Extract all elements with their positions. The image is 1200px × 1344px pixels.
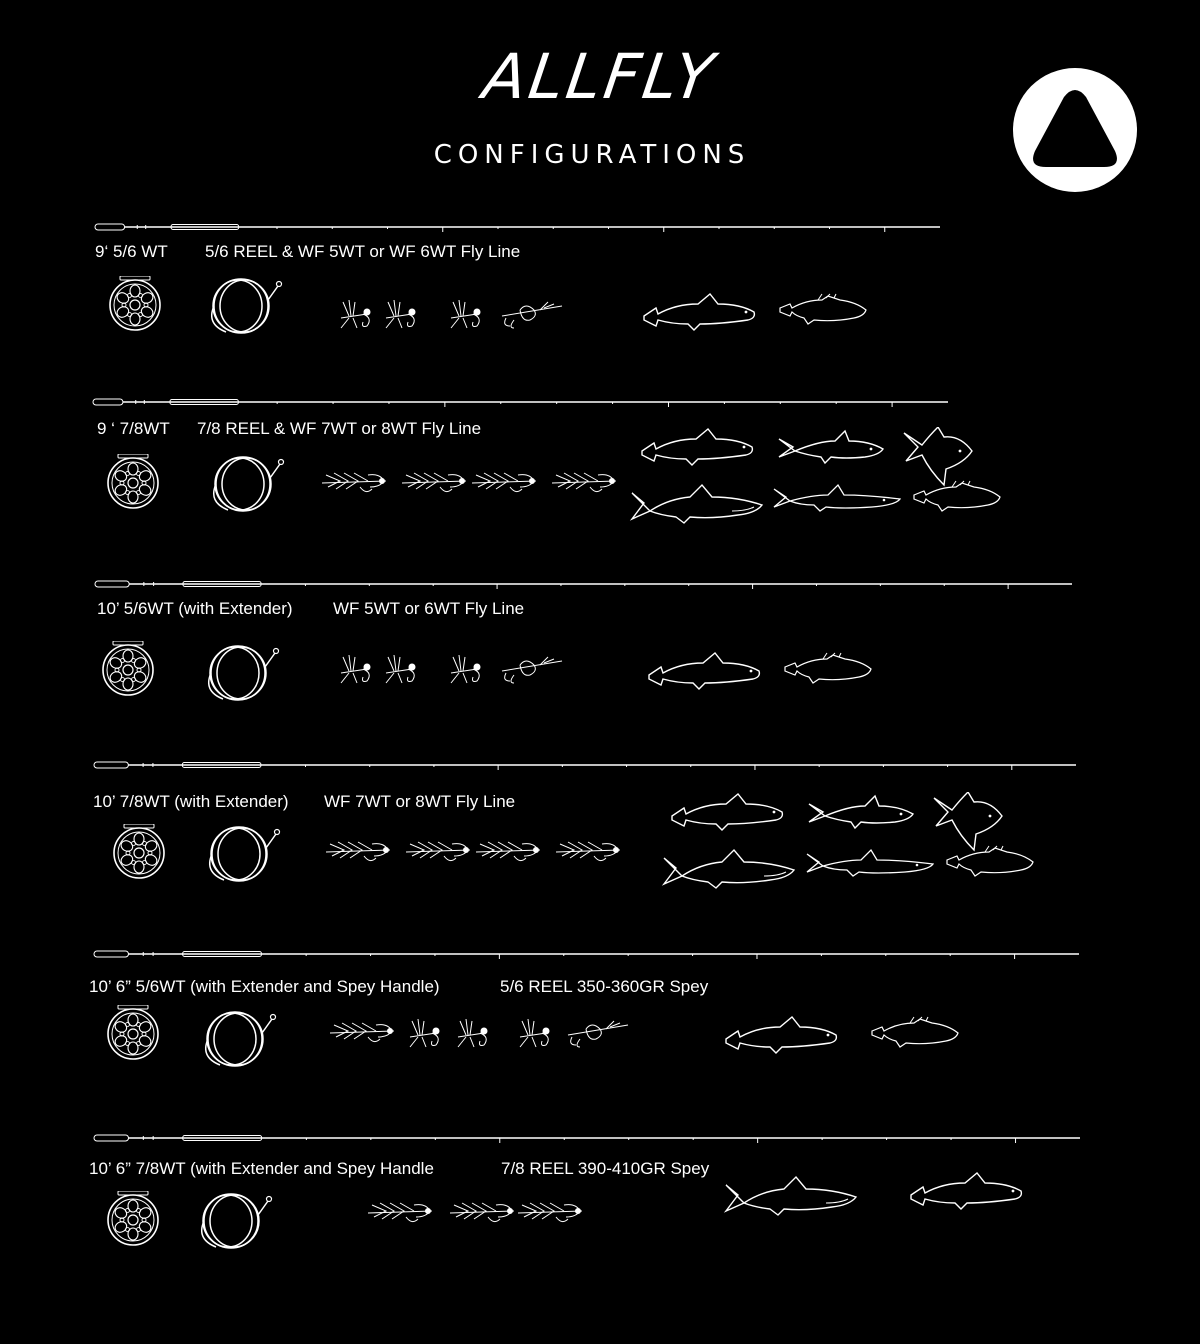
dry-fly-icon bbox=[404, 1017, 444, 1051]
trout-icon bbox=[645, 651, 765, 691]
fly-line-icon bbox=[202, 276, 284, 336]
streamer-icon bbox=[470, 467, 540, 497]
config-row-5 bbox=[0, 947, 1200, 1087]
streamer-icon bbox=[366, 1197, 436, 1227]
config-row-4 bbox=[0, 758, 1200, 908]
reel-icon bbox=[108, 276, 162, 334]
dry-fly-icon bbox=[335, 653, 375, 687]
nymph-icon bbox=[500, 298, 564, 330]
rounded-triangle-icon bbox=[1012, 67, 1138, 193]
dry-fly-icon bbox=[380, 653, 420, 687]
streamer-icon bbox=[320, 467, 390, 497]
streamer-icon bbox=[404, 836, 474, 866]
rod-icon bbox=[0, 947, 1200, 961]
rod-label: 10’ 6” 7/8WT (with Extender and Spey Handle bbox=[89, 1159, 434, 1178]
rod-icon bbox=[0, 1131, 1200, 1145]
streamer-icon bbox=[550, 467, 620, 497]
rod-label: 10’ 5/6WT (with Extender) bbox=[97, 599, 293, 618]
reel-icon bbox=[101, 641, 155, 699]
bass-icon bbox=[778, 292, 870, 326]
fly-line-icon bbox=[196, 1009, 278, 1069]
fly-line-icon bbox=[192, 1191, 274, 1251]
bonefish-icon bbox=[775, 427, 887, 465]
salmon-icon bbox=[660, 844, 800, 890]
wordmark: ALLFLY bbox=[479, 40, 721, 113]
streamer-icon bbox=[554, 836, 624, 866]
config-row-3 bbox=[0, 577, 1200, 717]
reel-icon bbox=[106, 454, 160, 512]
rod-icon bbox=[0, 758, 1200, 772]
rod-label: 10’ 7/8WT (with Extender) bbox=[93, 792, 289, 811]
setup-label: 5/6 REEL 350-360GR Spey bbox=[500, 977, 709, 996]
trout-icon bbox=[640, 292, 760, 332]
nymph-icon bbox=[500, 653, 564, 685]
salmon-icon bbox=[628, 479, 768, 525]
rod-icon bbox=[0, 220, 1200, 234]
config-row-6 bbox=[0, 1131, 1200, 1281]
pike-icon bbox=[772, 479, 904, 513]
bass-icon bbox=[870, 1015, 962, 1049]
dry-fly-icon bbox=[445, 298, 485, 332]
page-subtitle: CONFIGURATIONS bbox=[433, 140, 751, 170]
bass-icon bbox=[912, 479, 1004, 513]
permit-icon bbox=[900, 427, 976, 487]
dry-fly-icon bbox=[335, 298, 375, 332]
setup-label: WF 5WT or 6WT Fly Line bbox=[333, 599, 525, 618]
trout-icon bbox=[722, 1015, 842, 1055]
dry-fly-icon bbox=[452, 1017, 492, 1051]
streamer-icon bbox=[324, 836, 394, 866]
pike-icon bbox=[805, 844, 937, 878]
config-row-1 bbox=[0, 220, 1200, 360]
fly-line-icon bbox=[200, 824, 282, 884]
trout-icon bbox=[638, 427, 758, 467]
rod-label: 10’ 6” 5/6WT (with Extender and Spey Handle) bbox=[89, 977, 440, 996]
rod-label: 9‘ 5/6 WT bbox=[95, 242, 168, 261]
bass-icon bbox=[945, 844, 1037, 878]
trout-icon bbox=[907, 1171, 1027, 1211]
dry-fly-icon bbox=[380, 298, 420, 332]
rod-icon bbox=[0, 577, 1200, 591]
streamer-icon bbox=[516, 1197, 586, 1227]
setup-label: WF 7WT or 8WT Fly Line bbox=[324, 792, 516, 811]
permit-icon bbox=[930, 792, 1006, 852]
setup-label: 7/8 REEL 390-410GR Spey bbox=[501, 1159, 710, 1178]
dry-fly-icon bbox=[514, 1017, 554, 1051]
rod-label: 9 ‘ 7/8WT bbox=[97, 419, 170, 438]
reel-icon bbox=[106, 1005, 160, 1063]
rod-icon bbox=[0, 395, 1200, 409]
streamer-icon bbox=[474, 836, 544, 866]
reel-icon bbox=[106, 1191, 160, 1249]
fly-line-icon bbox=[204, 454, 286, 514]
reel-icon bbox=[112, 824, 166, 882]
streamer-icon bbox=[328, 1017, 398, 1047]
setup-label: 5/6 REEL & WF 5WT or WF 6WT Fly Line bbox=[205, 242, 521, 261]
config-row-2 bbox=[0, 395, 1200, 545]
bass-icon bbox=[783, 651, 875, 685]
setup-label: 7/8 REEL & WF 7WT or 8WT Fly Line bbox=[197, 419, 482, 438]
salmon-icon bbox=[722, 1171, 862, 1217]
streamer-icon bbox=[400, 467, 470, 497]
nymph-icon bbox=[566, 1017, 630, 1049]
dry-fly-icon bbox=[445, 653, 485, 687]
streamer-icon bbox=[448, 1197, 518, 1227]
bonefish-icon bbox=[805, 792, 917, 830]
trout-icon bbox=[668, 792, 788, 832]
fly-line-icon bbox=[199, 643, 281, 703]
